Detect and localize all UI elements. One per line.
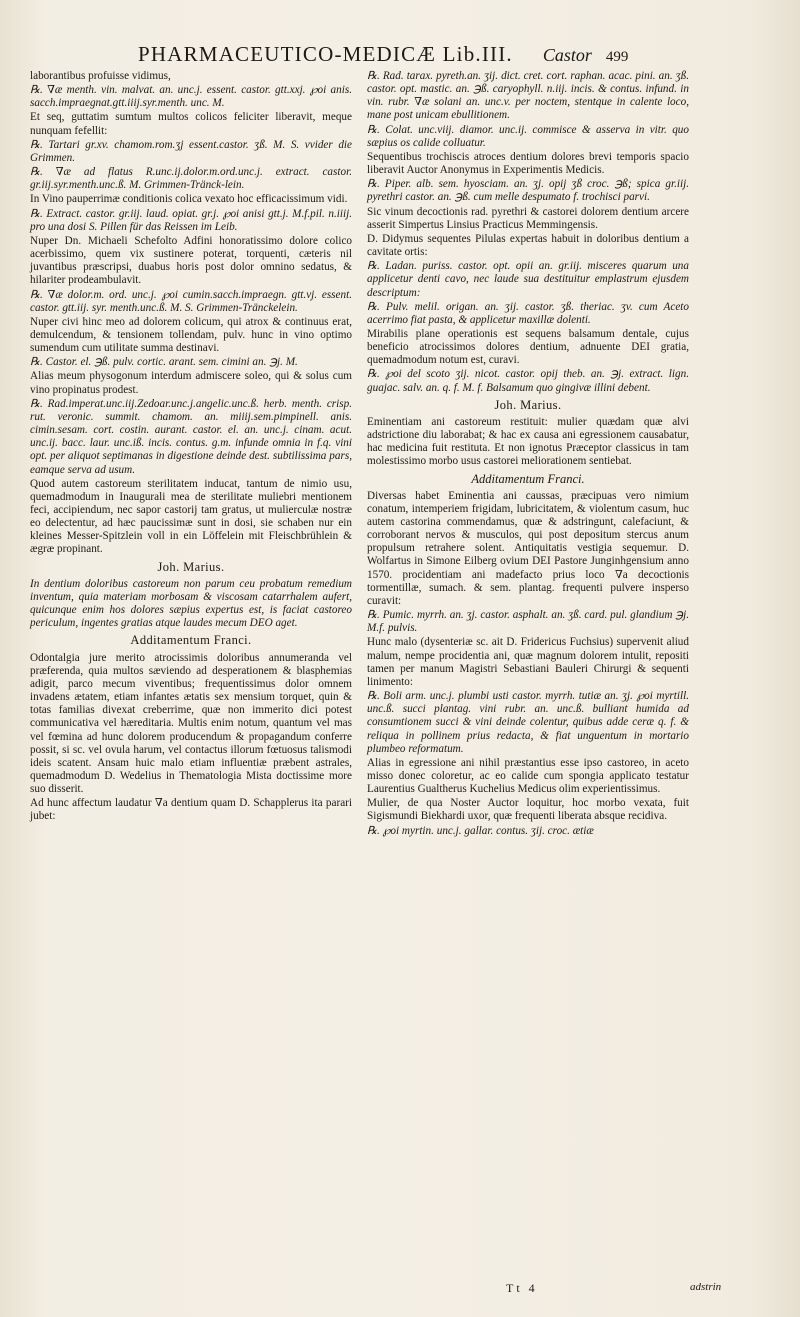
paragraph: In dentium doloribus castoreum non parum ceu probatum remedium inventum, quia materiam morbosam & viscosam catarrhalem aufert, quicunque enim hos dolores sæpius expertus est, is faciat castoreo periculum, ingentes gratias atque laudes mecum DEO aget. (30, 577, 352, 630)
running-title: PHARMACEUTICO-MEDICÆ Lib.III. (138, 42, 513, 66)
paragraph: laborantibus profuisse vidimus, (30, 70, 171, 82)
paragraph: Hunc malo (dysenteriæ sc. ait D. Fridericus Fuchsius) supervenit aliud malum, nempe procidentia ani, quæ magnum dolorem intulit, repositi tamen per manum Magistri Sebastiani Bauleri Chirurgi & sequenti linimento: (367, 636, 689, 688)
paragraph: Nuper civi hinc meo ad dolorem colicum, qui atrox & continuus erat, demulcendum, & tensionem tollendam, pulv. hunc in vino optimo sumendum cum utilitate summa destinavi. (30, 315, 352, 355)
signature-mark: Tt 4 (506, 1281, 538, 1295)
recipe-paragraph: ℞. Piper. alb. sem. hyosciam. an. ʒj. opij ʒß croc. ℈ß; spica gr.iij. pyrethri castor. an. ℈ß. cum melle despumato f. trochisci parvi. (367, 178, 689, 204)
paragraph: Diversas habet Eminentia ani caussas, præcipuas vero nimium conatum, intemperiem frigidam, lubricitatem, & violentum casum, huc autem castorina commendamus, quæ & adstringunt, calefaciunt, & corroborant nervos & musculos, qui post depositum stercus anum propulsum retrahere solent. Antiquitatis vestigia sequemur. D. Wolfartus in Simone Eilberg ovium DEI Pastore Junginhgensium anno 1570. procidentiam ani madefacto prius loco ∇a decoctionis tormentillæ, sumach. & sem. plantag. frequenti pulvere inspersο curavit: (367, 489, 689, 607)
paragraph: Sic vinum decoctionis rad. pyrethri & castorei dolorem dentium arcere asserit Simpertus Linsius Practicus Memmingensis. (367, 205, 689, 231)
catchword: adstrin (690, 1281, 722, 1293)
paragraph: Odontalgia jure merito atrocissimis doloribus annumeranda vel præferenda, quia multos sæviendo ad desperationem & blasphemias adigit, parco mecum viventibus; frequentissimus dolor omnem invadens ætatem, etiam infantes ætatis sex mensium torquet, quin & totas familias divexat creberrime, quæ non immerito dici potest communicativa vel hæreditaria. Multis enim notum, quantum vel mas vel fœmina ad hunc dolorem producendum & propagandum conferre possit, si sc. vel ovula harum, vel contactus illorum fœtuosus talismodi ideis scatent. Ansam huic malo etiam influentiæ præbent astrales, quemadmodum D. Wedelius in Thematologia Mista doctissime more suo disserit. (30, 651, 352, 796)
paragraph: Eminentiam ani castoreum restituit: mulier quædam quæ alvi adstrictione diu laborabat; & hac ex causa ani egressionem causabatur, hac medicina fuit restituta. Et non ignotus Præceptor classicus in tam molestissimo morbo usus castorei meliorationem sentiebat. (367, 415, 689, 468)
page-number: 499 (605, 49, 629, 65)
paragraph: Quod autem castoreum sterilitatem inducat, tantum de nimio usu, quemadmodum in Inaugurali mea de sterilitate muliebri mentionem feci, accipiendum, nec sapor castorij tam gratus, ut mulierculæ nostræ eo delectentur, ad hæc paucissimæ sunt in dosi, sie schaben nur ein kleines Messer-Spitzlein voll in ein Löffelein mit Fleischbrühlein & ægræ propinant. (30, 477, 352, 556)
recipe-paragraph: ℞. ℘oi myrtin. unc.j. gallar. contus. ʒij. croc. ætiæ (367, 824, 594, 837)
paragraph: Et seq, guttatim sumtum multos colicos feliciter liberavit, meque nunquam fefellit: (30, 111, 352, 137)
recipe-paragraph: ℞. Extract. castor. gr.iij. laud. opiat. gr.j. ℘oi anisi gtt.j. M.f.pil. n.iiij. pro una dosi S. Pillen für das Reissen im Leib. (30, 207, 352, 233)
section-heading: Additamentum Franci. (130, 633, 252, 648)
recipe-paragraph: ℞. Castor. el. ℈ß. pulv. cortic. arant. sem. cimini an. ℈j. M. (30, 356, 298, 369)
recipe-paragraph: ℞. Pumic. myrrh. an. ʒj. castor. asphalt. an. ʒß. card. pul. glandium ℈j. M.f. pulvis. (367, 609, 689, 635)
left-column (30, 70, 352, 825)
section-heading: Additamentum Franci. (471, 471, 585, 486)
recipe-paragraph: ℞. ℘oi del scoto ʒij. nicot. castor. opij theb. an. ℈j. extract. lign. guajac. salv. an. q. f. M. f. Balsamum quo gingivæ illini debent. (367, 368, 689, 394)
running-header (138, 42, 774, 72)
recipe-paragraph: ℞. ∇æ ad flatus R.unc.ij.dolor.m.ord.unc.j. extract. castor. gr.iij.syr.menth.unc.ß. M. Grimmen-Tränck-lein. (30, 166, 352, 192)
recipe-paragraph: ℞. Colat. unc.viij. diamor. unc.ij. commisce & asserva in vitr. quo sæpius os calide colluatur. (367, 123, 689, 149)
paragraph: Mirabilis plane operationis est sequens balsamum dentale, cujus beneficio atrocissimos dolores dentium, adnuente DEI gratia, quemadmodum notum est, curavi. (367, 327, 689, 367)
right-column (367, 70, 689, 839)
paragraph: In Vino pauperrimæ conditionis colica vexato hoc efficacissimum vidi. (30, 193, 348, 206)
paragraph: Nuper Dn. Michaeli Schefolto Adfini honoratissimo dolore colico acerbissimo, quem vix sustinere poterat, torquenti, cæteris nil juvantibus præscripsi, duabus horis post dolor omnino sedatus, & hilariter prodeambulavit. (30, 234, 352, 287)
paragraph: Ad hunc affectum laudatur ∇a dentium quam D. Schapplerus ita parari jubet: (30, 797, 352, 823)
paragraph: Alias meum physogonum interdum admiscere soleo, qui & solus cum vino propinatus prodest. (30, 370, 352, 396)
section-heading: Joh. Marius. (494, 397, 562, 412)
paragraph: Mulier, de qua Noster Auctor loquitur, hoc morbo vexata, fuit Sigismundi Biekhardi uxor, quæ frequenti liberata absque recidiva. (367, 797, 689, 823)
section-label: Castor (542, 45, 592, 65)
paragraph: D. Didymus sequentes Pilulas expertas habuit in doloribus dentium a cavitate ortis: (367, 232, 689, 259)
section-heading: Joh. Marius. (157, 559, 225, 574)
recipe-paragraph: ℞. ∇æ dolor.m. ord. unc.j. ℘oi cumin.sacch.impraegn. gtt.vj. essent. castor. gtt.iij. syr. menth.unc.ß. M. S. Grimmen-Tränckelein. (30, 288, 352, 314)
paragraph: Alias in egressione ani nihil præstantius esse ipso castoreo, in aceto misso donec coloretur, ac eo calide cum spongia applicato testatur Laurentius Gualtherus Kuchelius Medicus olim experientissimus. (367, 756, 689, 796)
paragraph: Sequentibus trochiscis atroces dentium dolores brevi temporis spacio liberavit Auctor Anonymus in Experimentis Medicis. (367, 150, 689, 177)
recipe-paragraph: ℞. Boli arm. unc.j. plumbi usti castor. myrrh. tutiæ an. ʒj. ℘oi myrtill. unc.ß. succi plantag. vini rubr. an. unc.ß. bulliant humida ad consumtionem succi & vini deinde colentur, quibus adde ceræ q. f. & reliqua in pollinem prius redacta, & fiat unguentum in mortario plumbeo reformatum. (367, 690, 689, 755)
recipe-paragraph: ℞. Pulv. melil. origan. an. ʒij. castor. ʒß. theriac. ʒv. cum Aceto acerrimo fiat pasta, & applicetur maxillæ dolenti. (367, 300, 689, 326)
recipe-paragraph: ℞. Tartari gr.xv. chamom.rom.ʒj essent.castor. ʒß. M. S. vvider die Grimmen. (30, 138, 352, 164)
recipe-paragraph: ℞. Rad.imperat.unc.iij.Zedoar.unc.j.angelic.unc.ß. herb. menth. crisp. rut. veronic. summit. chamom. an. miiij.sem.pimpinell. anis. cimin.sesam. cort. costin. aurant. castor. el. an. unc.j. cinam. acut. unc.ij. bacc. laur. unc.iß. incis. contus. g.m. infunde omnia in f.q. vini opt. per aliquot septimanas in digestione deinde dest. subtilissima pars, eamque serva ad usum. (30, 397, 352, 476)
recipe-paragraph: ℞. Ladan. puriss. castor. opt. opii an. gr.iij. misceres quarum una applicetur denti cavo, nec laude sua destituitur emplastrum ejusdem descriptum: (367, 260, 689, 299)
recipe-paragraph: ℞. ∇æ menth. vin. malvat. an. unc.j. essent. castor. gtt.xxj. ℘oi anis. sacch.impraegnat.gtt.iiij.syr.menth. unc. M. (30, 84, 352, 110)
recipe-paragraph: ℞. Rad. tarax. pyreth.an. ʒij. dict. cret. cort. raphan. acac. pini. an. ʒß. castor. opt. mastic. an. ℈ß. caryophyll. n.iij. incis. & contus. infund. in vin. rubr. ∇æ solani an. unc.v. per noctem, stentque in calente loco, mane post unicam ebullitionem. (367, 70, 689, 122)
